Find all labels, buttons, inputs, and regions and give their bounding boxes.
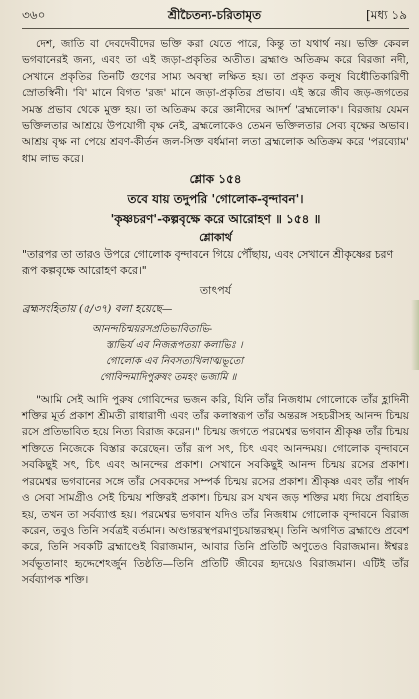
header-rule	[22, 28, 409, 29]
page-body	[22, 36, 409, 589]
running-title: শ্রীচৈতন্য-চরিতামৃত	[167, 8, 262, 22]
purport-intro: ব্রহ্মসংহিতায় (৫/৩৭) বলা হয়েছে—	[22, 303, 173, 316]
verse-line-2: 'কৃষ্ণচরণ'-কল্পবৃক্ষে করে আরোহণ ॥ ১৫৪ ॥	[110, 212, 321, 227]
sloka-line-4: গোবিন্দমাদিপুরুষং তমহং ভজামি ॥	[100, 371, 237, 383]
verse-heading: শ্লোক ১৫৪	[189, 172, 242, 187]
purport-heading: তাৎপর্য	[199, 284, 232, 298]
page-number: ৩৬০	[22, 8, 46, 22]
translation-heading: শ্লোকার্থ	[199, 231, 232, 245]
chapter-label: [মধ্য ১৯	[366, 8, 407, 22]
body-paragraph: দেশ, জাতি বা দেবদেবীদের ভক্তি করা যেতে পারে, কিন্তু তা যথার্থ নয়। ভক্তি কেবল ভগবানেরই জন্য, এবং তা এই জড়া-প্রকৃতির অতীত। ব্রহ্মাণ্ড অতিক্রম করে বিরজা নদী, সেখানে প্রকৃতির তিনটি গুণের সাম্য অবস্থা লক্ষিত হয়। তা প্রকৃত কলুষ বিধৌতিকারিণী স্রোতস্বিনী। 'বি' মানে বিগত 'রজ' মানে জড়া-প্রকৃতির প্রভাব। এই স্তরে জীব জড়-জগতের সমস্ত প্রভাব থেকে মুক্ত হয়। তা অতিক্রম করে জ্ঞানীদের আদর্শ 'ব্রহ্মলোক'। বিরজায় যেমন ভক্তিলতার আশ্রয়ে উপযোগী বৃক্ষ নেই, ব্রহ্মলোকেও তেমন ভক্তিলতার সেব্য বৃক্ষের অভাব। আশ্রয় বৃক্ষ না পেয়ে শ্রবণ-কীর্তন জল-সিক্ত বর্ধমানা লতা ব্রহ্মলোক অতিক্রম করে 'পরব্যোম' ধাম লাভ করে।	[22, 38, 409, 165]
purport-paragraph: "আমি সেই আদি পুরুষ গোবিন্দের ভজন করি, যিনি তাঁর নিজধাম গোলোকে তাঁর হ্লাদিনী শক্তির মূর্ত প্রকাশ শ্রীমতী রাধারাণী এবং তাঁর কলাস্বরূপ তাঁর অন্তরঙ্গ সহচরীসহ আনন্দ চিন্ময় রসে প্রতিভাবিত হয়ে নিত্য বিরাজ করেন।" চিন্ময় জগতে পরমেশ্বর ভগবান শ্রীকৃষ্ণ তাঁর চিন্ময় শক্তিতে নিজেকে বিস্তার করেছেন। তাঁর রূপ সৎ, চিৎ এবং আনন্দময়। গোলোক বৃন্দাবনে সবকিছুই সৎ, চিৎ এবং আনন্দের প্রকাশ। সেখানে সবকিছুই আনন্দ চিন্ময় রসের প্রকাশ। পরমেশ্বর ভগবানের সঙ্গে তাঁর সেবকদের সম্পর্ক চিন্ময় রসের প্রকাশ। শ্রীকৃষ্ণ এবং তাঁর পার্ষদ ও সেবা সামগ্রীও সেই চিন্ময় শক্তিরই প্রকাশ। চিন্ময় রস যখন জড় শক্তির মধ্য দিয়ে প্রবাহিত হয়, তখন তা সর্বব্যাপ্ত হয়। পরমেশ্বর ভগবান যদিও তাঁর নিজধাম গোলোক বৃন্দাবনে বিরাজ করেন, তবুও তিনি সর্বত্রই বর্তমান। অণ্ডান্তরস্থপরমাণুচয়ান্তরস্থম্। তিনি অগণিত ব্রহ্মাণ্ডে প্রবেশ করে, তিনি সবকটি ব্রহ্মাণ্ডেই বিরাজমান, আবার তিনি প্রতিটি অণুতেও বিরাজমান। ঈশ্বরঃ সর্বভূতানাং হৃদ্দেশেঽর্জুন তিষ্ঠতি—তিনি প্রতিটি জীবের হৃদয়েও বিরাজমান। এটিই তাঁর সর্বব্যাপক শক্তি।	[22, 393, 409, 587]
sloka-line-3: গোলোক এব নিবসত্যখিলাত্মভূতো	[106, 355, 244, 367]
sanskrit-sloka	[92, 322, 409, 386]
verse-line-1: তবে যায় তদুপরি 'গোলোক-বৃন্দাবন'।	[127, 192, 304, 207]
page-edge-stain	[411, 300, 419, 370]
sloka-line-1: আনন্দচিন্ময়রসপ্রতিভাবিতাভি-	[92, 323, 213, 335]
page-header	[22, 2, 407, 28]
translation-text: "তারপর তা তারও উপরে গোলোক বৃন্দাবনে গিয়ে পৌঁছায়, এবং সেখানে শ্রীকৃষ্ণের চরণ রূপ কল্পবৃক্ষে আরোহণ করে।"	[22, 248, 394, 278]
sloka-line-2: স্তাভির্য এব নিজরূপতয়া কলাভিঃ ।	[106, 339, 243, 351]
